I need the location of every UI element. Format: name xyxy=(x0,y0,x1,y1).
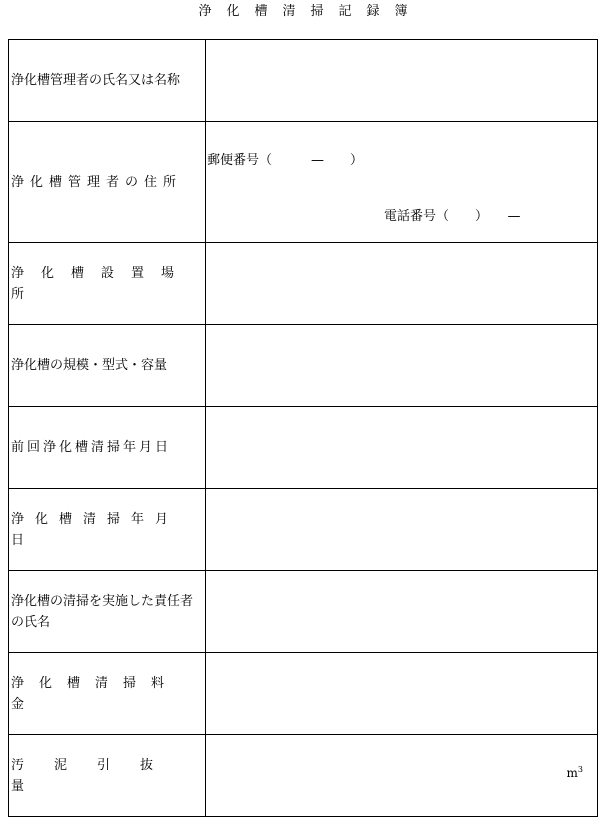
value-location[interactable] xyxy=(206,243,598,325)
row-date xyxy=(9,489,598,571)
row-responsible xyxy=(9,571,598,653)
label-date: 浄化槽清掃年月日 xyxy=(9,489,206,571)
label-manager-address: 浄化槽管理者の住所 xyxy=(9,122,206,243)
row-manager-address xyxy=(9,122,598,243)
cubic-meter-unit: $m^3$ xyxy=(566,765,583,780)
value-manager-name[interactable] xyxy=(206,40,598,122)
value-responsible[interactable] xyxy=(206,571,598,653)
postal-code-field: 郵便番号（ — ） xyxy=(207,153,364,168)
label-scale: 浄化槽の規模・型式・容量 xyxy=(9,325,206,407)
row-location xyxy=(9,243,598,325)
label-fee: 浄化槽清掃料金 xyxy=(9,653,206,735)
value-date[interactable] xyxy=(206,489,598,571)
row-manager-name xyxy=(9,40,598,122)
label-location: 浄化槽設置場所 xyxy=(9,243,206,325)
phone-number-field: 電話番号（ ） — xyxy=(384,209,521,224)
value-sludge[interactable] xyxy=(206,735,598,817)
label-responsible: 浄化槽の清掃を実施した責任者の氏名 xyxy=(9,571,206,653)
row-scale xyxy=(9,325,598,407)
row-prev-date xyxy=(9,407,598,489)
page-title: 浄化槽清掃記録簿 xyxy=(198,4,423,19)
label-prev-date: 前回浄化槽清掃年月日 xyxy=(9,407,206,489)
value-manager-address[interactable] xyxy=(206,122,598,243)
value-fee[interactable] xyxy=(206,653,598,735)
row-sludge xyxy=(9,735,598,817)
label-manager-name: 浄化槽管理者の氏名又は名称 xyxy=(9,40,206,122)
value-scale[interactable] xyxy=(206,325,598,407)
row-fee xyxy=(9,653,598,735)
label-sludge: 汚泥引抜量 xyxy=(9,735,206,817)
value-prev-date[interactable] xyxy=(206,407,598,489)
cleaning-record-table xyxy=(8,39,598,817)
